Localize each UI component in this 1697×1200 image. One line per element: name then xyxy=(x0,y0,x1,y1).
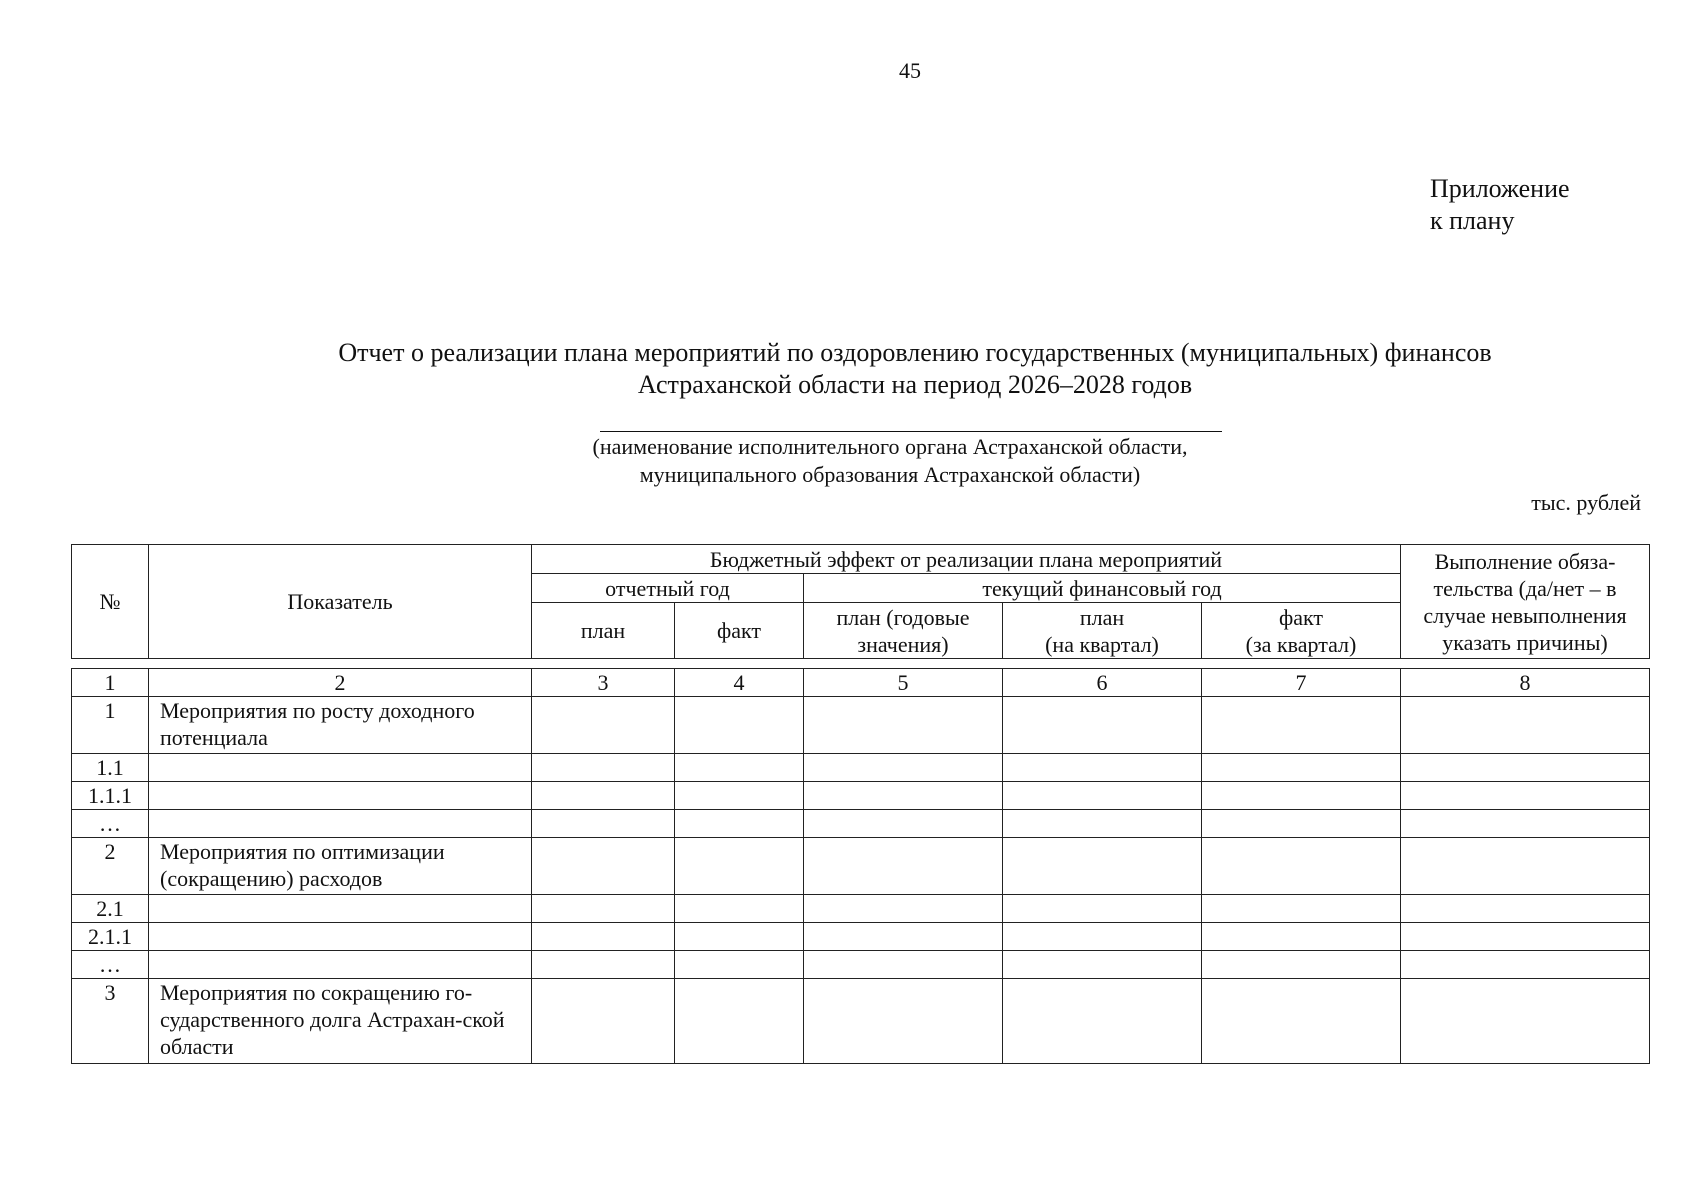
table-cell xyxy=(804,979,1003,1064)
table-row xyxy=(72,895,1650,923)
column-number: 1 xyxy=(72,669,149,697)
header-reporting-plan: план xyxy=(532,603,675,659)
table-cell xyxy=(1202,895,1401,923)
header-plan-quarter xyxy=(1003,603,1202,659)
table-cell xyxy=(1202,754,1401,782)
table-cell xyxy=(1401,754,1650,782)
table-cell xyxy=(1202,697,1401,754)
table-cell xyxy=(675,895,804,923)
row-indicator xyxy=(149,810,532,838)
table-cell xyxy=(1003,810,1202,838)
table-cell xyxy=(1401,810,1650,838)
table-cell xyxy=(1003,923,1202,951)
table-cell xyxy=(1003,838,1202,895)
row-number: 3 xyxy=(72,979,149,1064)
row-number: 2.1.1 xyxy=(72,923,149,951)
column-number: 7 xyxy=(1202,669,1401,697)
table-cell xyxy=(675,951,804,979)
column-number: 8 xyxy=(1401,669,1650,697)
appendix-line-1: Приложение xyxy=(1430,174,1570,203)
report-table-header xyxy=(71,544,1650,659)
table-cell xyxy=(1003,782,1202,810)
organization-caption xyxy=(530,433,1250,489)
row-indicator: Мероприятия по оптимизации (сокращению) расходов xyxy=(149,838,532,895)
table-cell xyxy=(532,979,675,1064)
header-reporting-year: отчетный год xyxy=(532,574,804,603)
header-fact-quarter-line-2: (за квартал) xyxy=(1245,631,1357,657)
table-cell xyxy=(1202,923,1401,951)
table-row xyxy=(72,979,1650,1064)
column-number: 4 xyxy=(675,669,804,697)
table-row xyxy=(72,754,1650,782)
table-cell xyxy=(532,810,675,838)
table-cell xyxy=(804,754,1003,782)
column-number: 6 xyxy=(1003,669,1202,697)
header-budget-effect: Бюджетный эффект от реализации плана мероприятий xyxy=(532,545,1401,574)
table-cell xyxy=(675,810,804,838)
table-cell xyxy=(532,923,675,951)
table-row xyxy=(72,923,1650,951)
table-cell xyxy=(675,754,804,782)
table-cell xyxy=(1003,951,1202,979)
header-fulfillment: Выполнение обяза-тельства (да/нет – в случае невыполнения указать причины) xyxy=(1401,545,1650,659)
header-plan-quarter-line-2: (на квартал) xyxy=(1045,631,1159,657)
header-number: № xyxy=(72,545,149,659)
row-number: 2.1 xyxy=(72,895,149,923)
table-cell xyxy=(532,754,675,782)
table-cell xyxy=(532,951,675,979)
table-cell xyxy=(1202,951,1401,979)
units-label: тыс. рублей xyxy=(1531,490,1641,515)
table-cell xyxy=(532,895,675,923)
table-cell xyxy=(1401,782,1650,810)
table-cell xyxy=(804,782,1003,810)
table-row xyxy=(72,697,1650,754)
table-row xyxy=(72,810,1650,838)
header-reporting-fact: факт xyxy=(675,603,804,659)
table-cell xyxy=(1202,810,1401,838)
column-number: 2 xyxy=(149,669,532,697)
table-cell xyxy=(804,951,1003,979)
table-cell xyxy=(1003,979,1202,1064)
table-cell xyxy=(1401,895,1650,923)
row-number: 1 xyxy=(72,697,149,754)
report-title-line-2: Астраханской области на период 2026–2028 годов xyxy=(637,370,1193,399)
table-cell xyxy=(1003,697,1202,754)
column-number: 5 xyxy=(804,669,1003,697)
header-plan-annual xyxy=(804,603,1003,659)
organization-caption-line-1: (наименование исполнительного органа Астраханской области, xyxy=(592,434,1188,459)
table-cell xyxy=(675,697,804,754)
report-title-line-1: Отчет о реализации плана мероприятий по оздоровлению государственных (муниципальных) финансов xyxy=(338,338,1492,367)
column-number-row xyxy=(72,669,1650,697)
table-cell xyxy=(804,895,1003,923)
organization-caption-line-2: муниципального образования Астраханской области) xyxy=(639,462,1141,487)
table-row xyxy=(72,951,1650,979)
row-indicator xyxy=(149,951,532,979)
table-cell xyxy=(804,838,1003,895)
table-cell xyxy=(1202,979,1401,1064)
table-cell xyxy=(804,923,1003,951)
table-cell xyxy=(1401,838,1650,895)
table-row xyxy=(72,838,1650,895)
organization-blank-line xyxy=(600,431,1222,432)
row-number: 1.1 xyxy=(72,754,149,782)
appendix-line-2: к плану xyxy=(1430,206,1515,235)
row-number: 2 xyxy=(72,838,149,895)
page-number: 45 xyxy=(899,58,921,83)
table-cell xyxy=(675,782,804,810)
table-cell xyxy=(675,979,804,1064)
report-table-body xyxy=(71,668,1650,1064)
header-fact-quarter xyxy=(1202,603,1401,659)
column-number: 3 xyxy=(532,669,675,697)
row-indicator: Мероприятия по сокращению го-сударственного долга Астрахан-ской области xyxy=(149,979,532,1064)
header-indicator: Показатель xyxy=(149,545,532,659)
table-cell xyxy=(1202,782,1401,810)
header-plan-annual-line-2: значения) xyxy=(857,631,949,657)
table-cell xyxy=(1202,838,1401,895)
row-number: … xyxy=(72,951,149,979)
table-cell xyxy=(1401,979,1650,1064)
table-cell xyxy=(1401,951,1650,979)
header-current-year: текущий финансовый год xyxy=(804,574,1401,603)
table-cell xyxy=(675,923,804,951)
table-cell xyxy=(1401,923,1650,951)
table-row xyxy=(72,782,1650,810)
row-indicator xyxy=(149,754,532,782)
appendix-label xyxy=(1430,173,1570,237)
table-cell xyxy=(1003,895,1202,923)
row-number: 1.1.1 xyxy=(72,782,149,810)
header-plan-annual-line-1: план (годовые xyxy=(836,604,970,630)
table-cell xyxy=(1003,754,1202,782)
table-cell xyxy=(532,697,675,754)
row-indicator xyxy=(149,923,532,951)
table-cell xyxy=(532,782,675,810)
row-indicator xyxy=(149,895,532,923)
table-cell xyxy=(1401,697,1650,754)
header-plan-quarter-line-1: план xyxy=(1079,604,1125,630)
table-cell xyxy=(804,810,1003,838)
header-fact-quarter-line-1: факт xyxy=(1278,604,1324,630)
table-cell xyxy=(675,838,804,895)
table-cell xyxy=(804,697,1003,754)
row-indicator xyxy=(149,782,532,810)
row-number: … xyxy=(72,810,149,838)
row-indicator: Мероприятия по росту доходного потенциала xyxy=(149,697,532,754)
report-title xyxy=(250,337,1580,401)
table-cell xyxy=(532,838,675,895)
